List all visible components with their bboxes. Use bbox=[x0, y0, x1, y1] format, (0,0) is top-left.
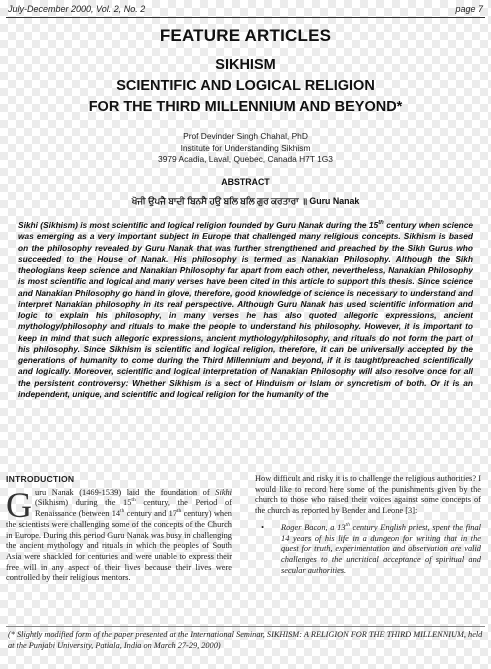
intro-text-2: (Sikhism) during the 15 bbox=[35, 498, 132, 508]
abstract-part-2: century when science was emerging as a very important subject in Europe that challenged many religious concepts. Sikhism is based on the philosophy revealed by Guru Nanak that was further strengthened and preached by the Sikh Gurus who succeeded to the House of Nanak. His philosophy is termed as Nanakian Philosophy. Although the Sikh theologians keep science and Nanakian Philosophy far apart from each other, nevertheless, Nanakian Philosophy is most scientific and logical and many verses have been cited in this article to support this thesis. Since science and Nanakian Philosophy go hand in glove, therefore, good knowledge of science is necessary to understand and interpret Nanakian philosophy in its real perspective. Although Guru Nanak has used scientific information and logic to explain his philosophy, in many verses he has also quoted allegoric expressions, ancient mythology/philosophy and rituals to make the people to understand his philosophy. However, it is important to keep in mind that such allegoric expressions, ancient mythology/philosophy, and rituals do not form the part of his philosophy. Since Sikhism is scientific and logical religion, therefore, it can be universally accepted by the generations of humanity to come during the Third Millennium and beyond, if it is taught/preached scientifically and logically. Moreover, scientific and logical interpretation of Nanakian Philosophy will also resolve once for all the persistent controversy: Whether Sikhism is a sect of Hinduism or Islam or syncretism of both. Or it is an independent, unique, and scientific and logical religion for the humanity of the bbox=[18, 220, 473, 399]
author-block bbox=[0, 131, 491, 166]
intro-sup-c: th bbox=[176, 508, 182, 515]
running-header bbox=[8, 3, 483, 17]
intro-sup-a: th bbox=[131, 497, 136, 504]
header-rule bbox=[6, 17, 485, 18]
right-column bbox=[255, 474, 481, 626]
page-number: page 7 bbox=[455, 4, 483, 14]
bullet-sup: th bbox=[345, 522, 350, 529]
abstract-part-1: Sikhi (Sikhism) is most scientific and logical religion founded by Guru Nanak during the 15 bbox=[18, 220, 379, 230]
drop-cap: G bbox=[6, 484, 32, 525]
left-column bbox=[6, 474, 232, 626]
epigraph bbox=[0, 196, 491, 207]
epigraph-attribution: Guru Nanak bbox=[309, 196, 360, 206]
author-address: 3979 Acadia, Laval, Quebec, Canada H7T 1G3 bbox=[158, 154, 333, 164]
footnote-rule bbox=[6, 626, 485, 627]
article-title-line-1: SIKHISM bbox=[215, 57, 276, 73]
issue-info: July-December 2000, Vol. 2, No. 2 bbox=[8, 4, 146, 14]
right-paragraph: How difficult and risky it is to challenge the religious authorities? I would like to record here some of the punishments given by the church to those who raised their voices against some concepts of the church as reported by Bender and Leone [3]: bbox=[255, 474, 481, 516]
article-title-line-3: FOR THE THIRD MILLENNIUM AND BEYOND* bbox=[88, 99, 403, 115]
intro-text-5: century) when the scientists were challenging some of the concepts of the Church in Europe. During this period Guru Nanak was busy in challenging the ancient mythology and rituals in which the peoples of South Asia were shackled for centuries and were unable to express their free will in any aspect of their lives because their lives were controlled by their religious mentors. bbox=[6, 509, 232, 583]
abstract-text bbox=[18, 220, 473, 474]
bullet-icon: • bbox=[261, 522, 264, 532]
epigraph-gurmukhi: ਖੋਜੀ ਉਪਜੈ ਬਾਦੀ ਬਿਨਸੈ ਹਉ ਬਲਿ ਬਲਿ ਗੁਰ ਕਰਤਾਰਾ ॥ bbox=[131, 196, 307, 206]
abstract-heading: ABSTRACT bbox=[221, 177, 270, 187]
article-title-line-2: SCIENTIFIC AND LOGICAL RELIGION bbox=[116, 78, 375, 94]
intro-sup-b: th bbox=[120, 508, 125, 515]
intro-text-1: uru Nanak (1469-1539) laid the foundation of bbox=[35, 487, 216, 497]
intro-text-3: century, the Period of Renaissance (between 14 bbox=[35, 498, 232, 519]
bullet-item bbox=[255, 523, 481, 577]
author-institute: Institute for Understanding Sikhism bbox=[180, 142, 311, 153]
abstract-superscript: th bbox=[378, 220, 384, 227]
section-title: FEATURE ARTICLES bbox=[159, 26, 332, 45]
footnote: (* Slightly modified form of the paper presented at the International Seminar, SIKHISM: A RELIGION FOR THE THIRD MILLENNIUM, held at the Punjabi University, Patiala, India on March 27-29, 2000) bbox=[8, 630, 483, 650]
introduction-heading: INTRODUCTION bbox=[6, 474, 75, 484]
bullet-text-b: century English priest, spent the final 14 years of his life in a dungeon for writing that in the quest for truth, experimentation and observation are valid challenges to the uncritical acceptance of spiritual and secular authorities. bbox=[281, 522, 481, 575]
intro-sikhi: Sikhi bbox=[215, 487, 232, 497]
author-name: Prof Devinder Singh Chahal, PhD bbox=[183, 131, 308, 141]
bullet-text-a: Roger Bacon, a 13 bbox=[281, 522, 346, 532]
intro-text-4: century and 17 bbox=[124, 509, 177, 519]
